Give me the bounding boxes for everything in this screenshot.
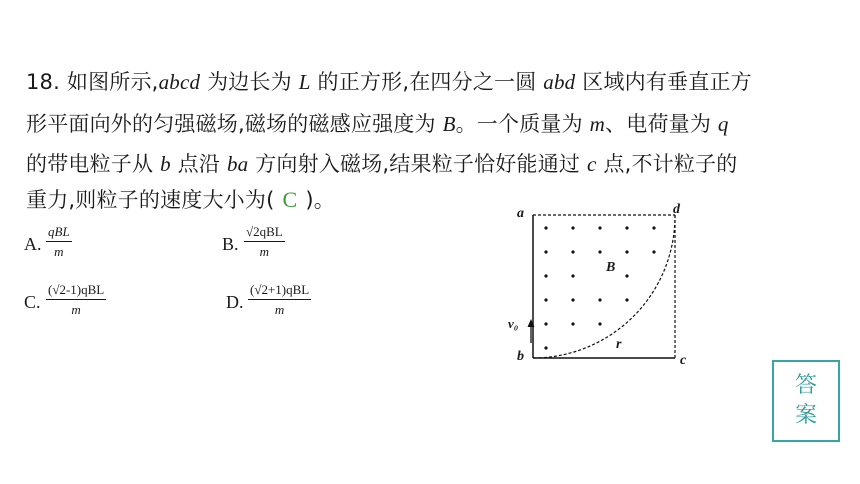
- fraction-denominator: m: [274, 302, 285, 317]
- field-dot: [544, 322, 547, 325]
- question-text: 点,不计粒子的: [596, 152, 738, 176]
- diagram-svg: [500, 198, 700, 374]
- magnetic-field-diagram: [500, 198, 700, 374]
- field-dots: [544, 226, 655, 349]
- question-line-3: [26, 148, 737, 178]
- field-dot: [544, 346, 547, 349]
- option-fraction: [244, 224, 285, 260]
- field-dot: [571, 298, 574, 301]
- field-dot: [544, 274, 547, 277]
- label-field-B: B: [606, 260, 616, 275]
- label-d: d: [673, 202, 680, 217]
- question-text: 。一个质量为: [455, 112, 590, 136]
- fraction-numerator: (√2-1)qBL: [46, 282, 106, 300]
- fraction-numerator: (√2+1)qBL: [248, 282, 311, 300]
- fraction-numerator: qBL: [46, 224, 72, 242]
- variable-abd: abd: [543, 70, 576, 94]
- answer-button-char-1: 答: [794, 373, 817, 398]
- question-text: 重力,则粒子的速度大小为(: [26, 188, 275, 212]
- question-text: 区域内有垂直正方: [575, 70, 752, 94]
- field-dot: [625, 298, 628, 301]
- question-text: 的正方形,在四分之一圆: [310, 70, 544, 94]
- option-label: A.: [24, 234, 42, 254]
- field-dot: [625, 250, 628, 253]
- field-dot: [652, 250, 655, 253]
- option-fraction: [46, 282, 106, 318]
- question-text: 18. 如图所示,: [26, 70, 159, 94]
- variable-m: m: [589, 112, 606, 136]
- answer-button-char-2: 案: [794, 403, 817, 428]
- question-line-4: [26, 184, 335, 214]
- label-v0: v₀: [508, 316, 519, 331]
- question-text: 形平面向外的匀强磁场,磁场的磁感应强度为: [26, 112, 443, 136]
- field-dot: [544, 250, 547, 253]
- fraction-numerator: √2qBL: [244, 224, 285, 242]
- variable-c: c: [586, 152, 597, 176]
- field-dot: [571, 322, 574, 325]
- field-dot: [652, 226, 655, 229]
- field-dot: [598, 322, 601, 325]
- field-dot: [625, 274, 628, 277]
- label-b: b: [517, 349, 524, 364]
- field-dot: [544, 298, 547, 301]
- field-dot: [598, 298, 601, 301]
- option-fraction: [46, 224, 72, 260]
- field-dot: [571, 226, 574, 229]
- question-line-2: [26, 108, 729, 138]
- fraction-denominator: m: [259, 244, 270, 259]
- question-text: 方向射入磁场,结果粒子恰好能通过: [248, 152, 587, 176]
- label-radius: r: [616, 337, 622, 352]
- variable-abcd: abcd: [158, 70, 201, 94]
- variable-ba: ba: [226, 152, 249, 176]
- fraction-denominator: m: [54, 244, 64, 259]
- answer-button[interactable]: [772, 360, 840, 442]
- label-a: a: [517, 206, 524, 221]
- field-dot: [544, 226, 547, 229]
- field-dot: [625, 226, 628, 229]
- question-text: )。: [305, 188, 335, 212]
- field-dot: [598, 226, 601, 229]
- field-dot: [571, 274, 574, 277]
- question-text: 为边长为: [200, 70, 299, 94]
- field-dot: [571, 250, 574, 253]
- option-label: C.: [24, 292, 41, 312]
- question-text: 点沿: [170, 152, 227, 176]
- option-fraction: [248, 282, 311, 318]
- variable-b: b: [160, 152, 171, 176]
- field-dot: [598, 250, 601, 253]
- option-label: B.: [222, 234, 239, 254]
- question-line-1: [26, 66, 752, 96]
- variable-B: B: [442, 112, 456, 136]
- field-boundary-arc: [533, 215, 675, 358]
- variable-q: q: [717, 112, 729, 136]
- option-label: D.: [226, 292, 244, 312]
- variable-L: L: [298, 70, 311, 94]
- answer-text: C: [282, 187, 298, 212]
- label-c: c: [680, 353, 687, 368]
- fraction-denominator: m: [71, 302, 81, 317]
- question-text: 的带电粒子从: [26, 152, 161, 176]
- question-text: 、电荷量为: [605, 112, 718, 136]
